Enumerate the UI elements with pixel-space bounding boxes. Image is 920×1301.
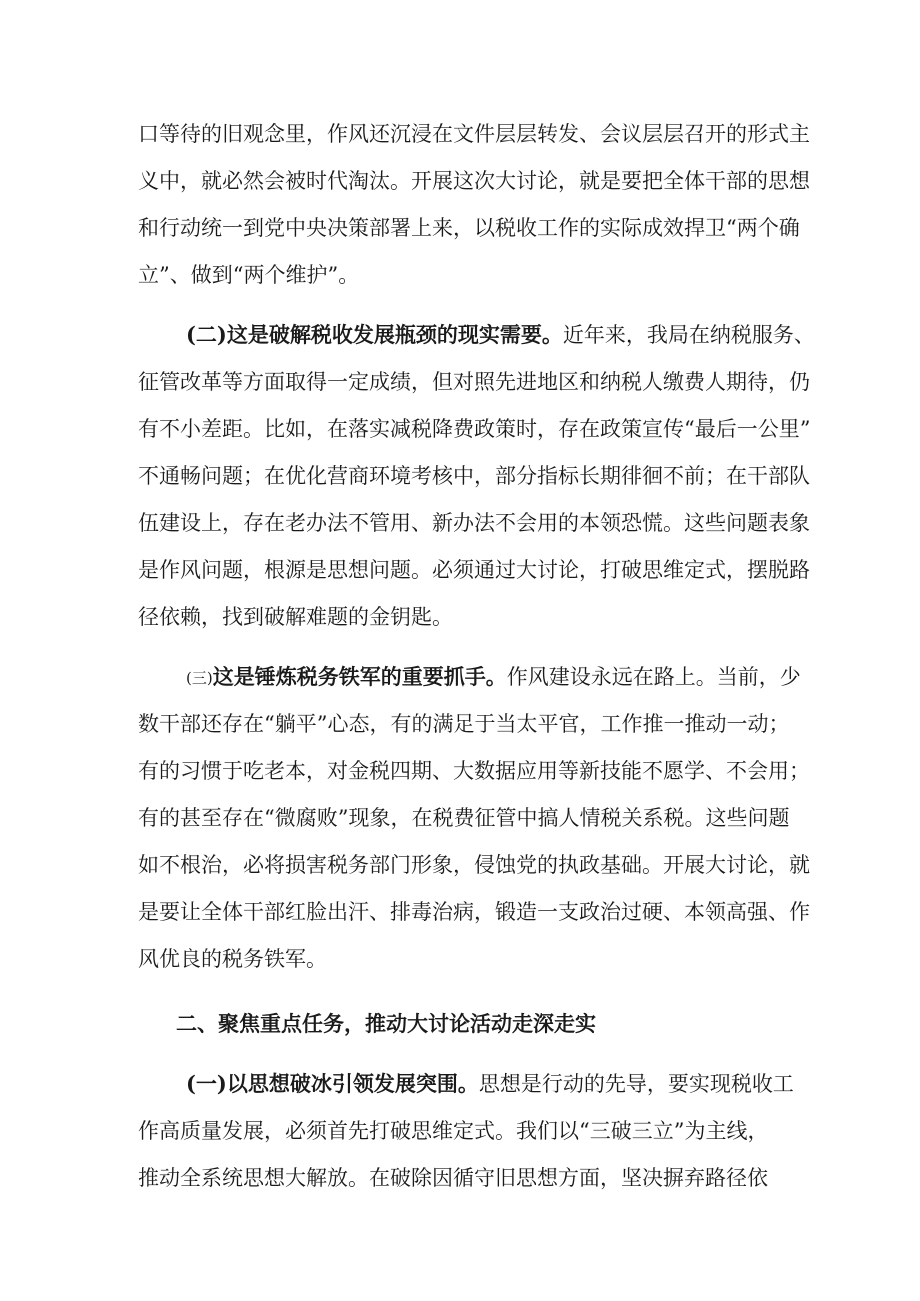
paragraph-lead-text: 思想是行动的先导，要实现税收工 — [478, 1072, 794, 1096]
body-text-line: 径依赖，找到破解难题的金钥匙。 — [138, 605, 453, 629]
body-text-line: 立”、做到“两个维护”。 — [138, 263, 360, 287]
section-heading: 二、聚焦重点任务，推动大讨论活动走深走实 — [176, 1011, 596, 1036]
body-text-line: 不通畅问题；在优化营商环境考核中，部分指标长期徘徊不前；在干部队 — [138, 464, 810, 488]
paragraph-lead-text: 作风建设永远在路上。当前，少 — [506, 665, 801, 689]
paragraph-first-line — [186, 315, 815, 355]
body-text-line: 作高质量发展，必须首先打破思维定式。我们以“三破三立”为主线， — [138, 1119, 769, 1143]
paragraph-marker: (三) — [186, 669, 213, 687]
paragraph-heading: 这是锤炼税务铁军的重要抓手。 — [212, 664, 507, 689]
body-text-line: 和行动统一到党中央决策部署上来，以税收工作的实际成效捍卫“两个确 — [138, 216, 800, 240]
body-text-line: 如不根治，必将损害税务部门形象，侵蚀党的执政基础。开展大讨论，就 — [138, 853, 810, 877]
body-text-line: 是作风问题，根源是思想问题。必须通过大讨论，打破思维定式，摆脱路 — [138, 558, 810, 582]
body-text-line: 有的习惯于吃老本，对金税四期、大数据应用等新技能不愿学、不会用； — [138, 759, 810, 783]
paragraph-first-line — [186, 657, 801, 697]
body-text-line: 是要让全体干部红脸出汗、排毒治病，锻造一支政治过硬、本领高强、作 — [138, 900, 810, 924]
paragraph-heading: (二)这是破解税收发展瓶颈的现实需要。 — [186, 322, 563, 347]
body-text-line: 伍建设上，存在老办法不管用、新办法不会用的本领恐慌。这些问题表象 — [138, 511, 810, 535]
body-text-line: 数干部还存在“躺平”心态，有的满足于当太平官，工作推一推动一动； — [138, 712, 790, 736]
body-text-line: 推动全系统思想大解放。在破除因循守旧思想方面，坚决摒弃路径依 — [138, 1166, 768, 1190]
body-text-line: 风优良的税务铁军。 — [138, 947, 327, 971]
paragraph-lead-text: 近年来，我局在纳税服务、 — [562, 323, 815, 347]
paragraph-first-line — [186, 1064, 794, 1104]
body-text-line: 义中，就必然会被时代淘汰。开展这次大讨论，就是要把全体干部的思想 — [138, 169, 810, 193]
body-text-line: 有不小差距。比如，在落实减税降费政策时，存在政策宣传“最后一公里” — [138, 417, 811, 441]
body-text-line: 口等待的旧观念里，作风还沉浸在文件层层转发、会议层层召开的形式主 — [138, 122, 810, 146]
body-text-line: 有的甚至存在“微腐败”现象，在税费征管中搞人情税关系税。这些问题 — [138, 806, 790, 830]
paragraph-heading: (一)以思想破冰引领发展突围。 — [186, 1071, 479, 1096]
body-text-line: 征管改革等方面取得一定成绩，但对照先进地区和纳税人缴费人期待，仍 — [138, 370, 810, 394]
